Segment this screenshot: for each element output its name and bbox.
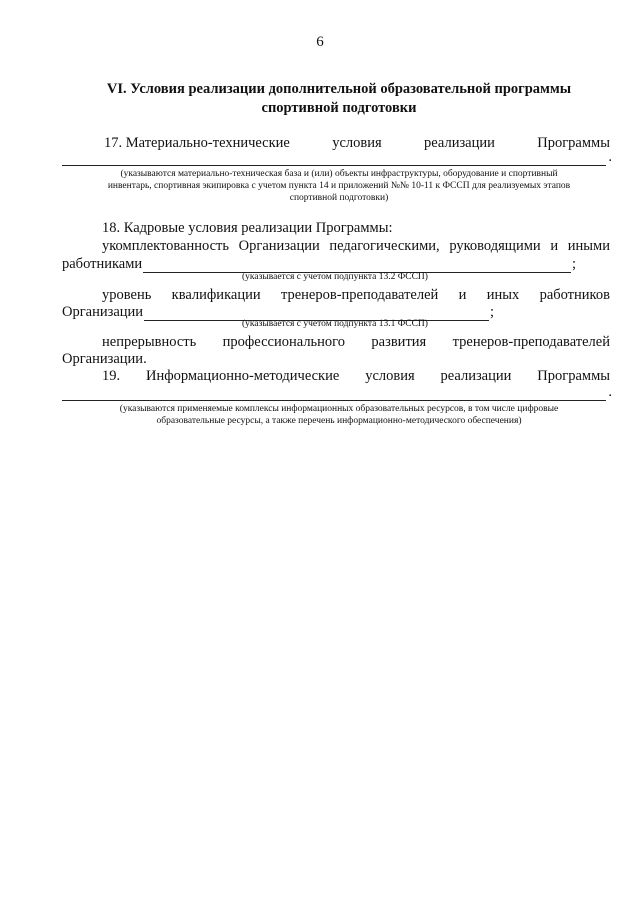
hint-line: спортивной подготовки): [289, 193, 389, 203]
item-18-continuity-tail: Организации.: [62, 351, 147, 367]
item-19-word: Программы: [537, 368, 610, 384]
item-17-word: реализации: [424, 135, 495, 151]
hint-line: (указываются применяемые комплексы информационных образовательных ресурсов, в том числе цифровые: [119, 404, 559, 414]
item-17-word: условия: [332, 135, 382, 151]
item-17-fill-line: [62, 148, 612, 166]
staffing-word: укомплектованность: [102, 238, 229, 254]
hint-line: (указываются материально-техническая база и (или) объекты инфраструктуры, оборудование и спортивный: [120, 169, 558, 179]
staffing-word: педагогическими,: [329, 238, 440, 254]
qualification-word: иных: [486, 287, 520, 303]
section-heading-line-2: спортивной подготовки: [261, 100, 417, 116]
item-19-fill-line: [62, 383, 612, 401]
end-mark: ;: [489, 304, 494, 320]
hint-line: инвентарь, спортивная экипировка с учетом пункта 14 и приложений №№ 10-11 к ФССП для реализуемых этапов: [107, 181, 571, 191]
qualification-word: тренеров-преподавателей: [280, 287, 439, 303]
item-18-continuity-text: [102, 333, 610, 351]
item-19-word: условия: [365, 368, 415, 384]
item-18-staffing-text: [102, 237, 610, 255]
continuity-word: непрерывность: [102, 334, 197, 350]
item-17-word: Программы: [537, 135, 610, 151]
item-18-qualification-text: [102, 286, 610, 304]
end-mark: .: [608, 384, 612, 400]
item-18-staffing-hint: (указывается с учетом подпункта 13.2 ФССП): [242, 272, 428, 282]
continuity-word: развития: [371, 334, 427, 350]
continuity-word: тренеров-преподавателей: [452, 334, 610, 350]
qualification-lead: Организации: [62, 304, 144, 320]
item-18-qualification-hint: (указывается с учетом подпункта 13.1 ФССП): [242, 319, 428, 329]
item-19-word: реализации: [440, 368, 512, 384]
continuity-word: профессионального: [222, 334, 346, 350]
staffing-word: руководящими: [449, 238, 541, 254]
item-17-hint: [64, 168, 614, 204]
section-heading-line-1: VI. Условия реализации дополнительной образовательной программы: [106, 81, 572, 97]
item-19-word: Информационно-методические: [146, 368, 340, 384]
qualification-word: работников: [539, 287, 610, 303]
staffing-lead: работниками: [62, 256, 143, 272]
item-19-hint: [64, 403, 614, 427]
page-number: 6: [316, 34, 324, 50]
end-mark: .: [608, 149, 612, 165]
section-heading: [62, 80, 616, 118]
staffing-word: иными: [567, 238, 610, 254]
item-19-word: 19.: [102, 368, 121, 384]
blank-line[interactable]: [62, 386, 606, 401]
hint-line: образовательные ресурсы, а также перечень информационно-методического обеспечения): [156, 416, 522, 426]
blank-line[interactable]: [62, 151, 606, 166]
staffing-word: Организации: [238, 238, 320, 254]
qualification-word: уровень: [102, 287, 152, 303]
qualification-word: квалификации: [171, 287, 261, 303]
item-18-title: 18. Кадровые условия реализации Программы:: [102, 220, 393, 236]
item-17-word: 17. Материально-технические: [104, 135, 290, 151]
qualification-word: и: [458, 287, 467, 303]
staffing-word: и: [550, 238, 559, 254]
end-mark: ;: [571, 256, 576, 272]
